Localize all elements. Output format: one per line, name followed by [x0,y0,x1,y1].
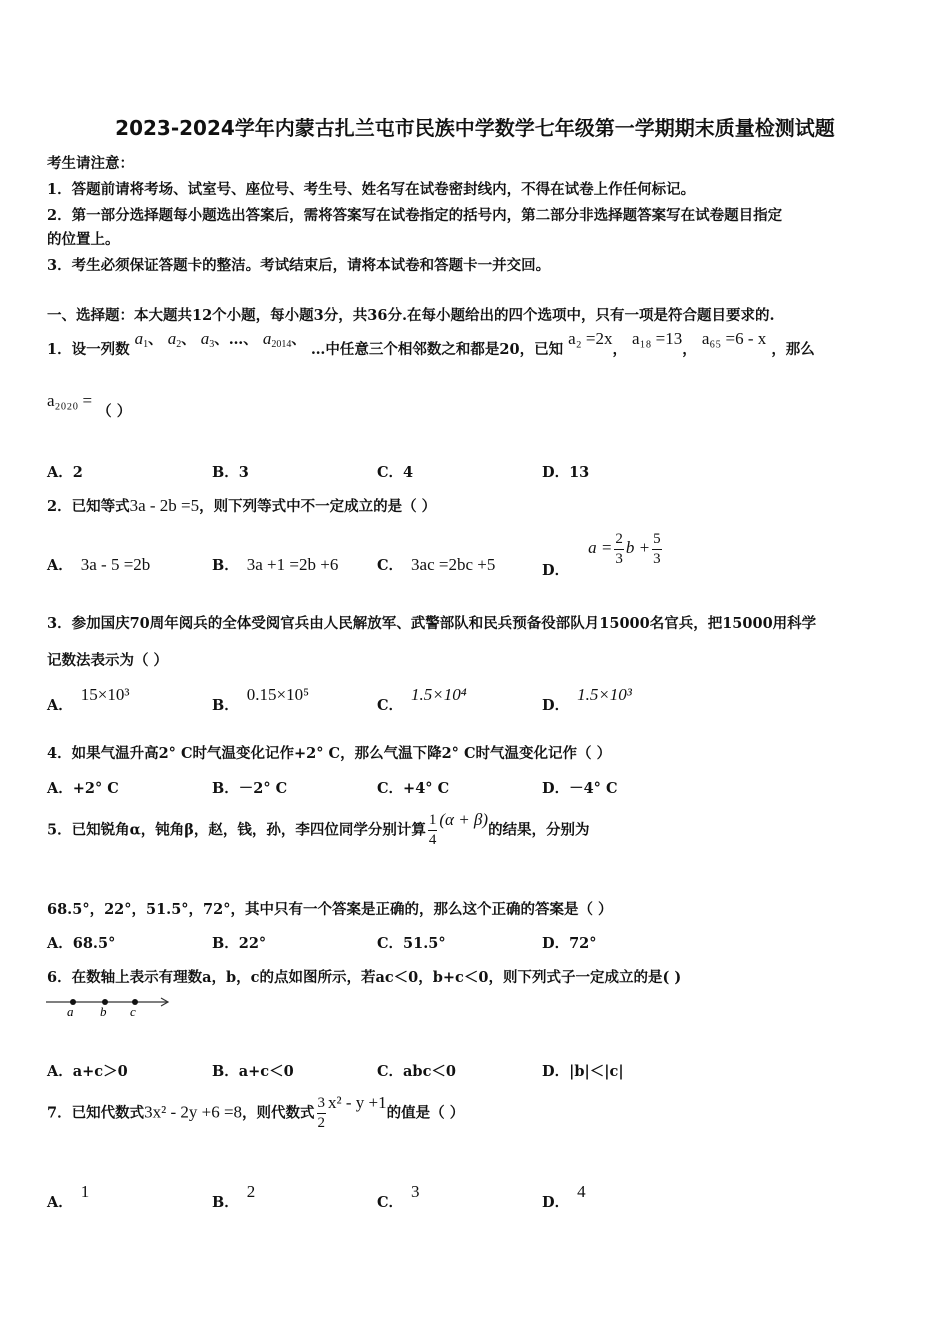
number-line-figure [44,994,174,1020]
q5-suffix: 的结果，分别为 [488,821,590,839]
question-2-stem [47,495,436,516]
q1-option-b[interactable]: B．3 [212,464,249,481]
notice-header: 考生请注意： [47,155,134,172]
q1-condition-2: a₁₈ =13 [632,329,683,348]
q1-sequence: $a_1$、 $a_2$、 $a_3$、…、 $a_{2014}$、 [134,329,311,350]
q1-prefix: 1．设一列数 [47,341,130,358]
question-1-line-2 [47,391,132,421]
q4-option-c[interactable]: C．+4° C [377,780,450,797]
q5-option-b[interactable]: B．22° [212,935,267,952]
q5-option-a[interactable]: A．68.5° [47,935,116,952]
notice-item-1: 1．答题前请将考场、试室号、座位号、考生号、姓名写在试卷密封线内，不得在试卷上作任何标记。 [47,181,696,198]
q5-option-c[interactable]: C．51.5° [377,935,446,952]
question-6-stem: 6．在数轴上表示有理数a，b，c的点如图所示，若ac＜0，b+c＜0，则下列式子一定成立的是( ) [47,969,682,986]
q1-middle: …中任意三个相邻数之和都是20，已知 [310,341,564,358]
q3-option-d[interactable]: D．1.5×10³ [542,685,632,714]
q3-option-b[interactable]: B．0.15×10⁵ [212,685,310,714]
notice-item-2-cont: 的位置上。 [47,231,120,248]
q7-option-d[interactable]: D．4 [542,1182,586,1211]
q5-option-d[interactable]: D．72° [542,935,597,952]
question-1-stem: 1．设一列数 $a_1$、 $a_2$、 $a_3$、…、 $a_{2014}$、 …中任意三个相邻数之和都是20，已知 a₂ =2x， a₁₈ =13， a₆₅ =6 - x ，那么 [47,329,815,358]
point-a-label: a [67,1004,74,1019]
q6-option-d[interactable]: D．|b|＜|c| [542,1063,624,1080]
q7-prefix: 7．已知代数式 [47,1104,145,1122]
point-b-label: b [100,1004,107,1019]
q2-option-c[interactable]: C． 3ac =2bc +5 [377,555,496,574]
q4-option-a[interactable]: A．+2° C [47,780,119,797]
q2-prefix: 2．已知等式 [47,498,130,515]
q7-suffix: 的值是（ ） [386,1104,465,1122]
q5-fraction: $\frac{1}{4}$ [428,812,437,848]
q6-option-c[interactable]: C．abc＜0 [377,1063,456,1080]
q7-fraction: $\frac{3}{2}$ [317,1095,326,1131]
point-c-label: c [130,1004,136,1019]
q1-condition-1: a₂ =2x [568,329,613,348]
q5-prefix: 5．已知锐角α，钝角β，赵，钱，孙，李四位同学分别计算 [47,821,426,839]
q3-option-a[interactable]: A．15×10³ [47,685,130,714]
q7-option-b[interactable]: B．2 [212,1182,256,1211]
q1-condition-3: a₆₅ =6 - x [701,329,767,348]
question-7-stem [47,1092,465,1131]
q7-middle: ，则代数式 [242,1104,315,1122]
q7-expression: x² - y +1 [328,1092,387,1112]
q1-suffix: ，那么 [771,341,815,358]
section-heading: 一、选择题：本大题共12个小题，每小题3分，共36分.在每小题给出的四个选项中，只有一项是符合题目要求的. [47,307,775,324]
question-3-stem-cont: 记数法表示为（ ） [47,652,169,669]
q2-option-d[interactable]: D． a = $\frac{2}{3}$ b + $\frac{5}{3}$ [542,532,664,567]
q1-target: a₂₀₂₀ = [47,391,93,410]
question-5-stem [47,809,590,848]
q4-option-d[interactable]: D．－4° C [542,780,618,797]
q7-option-a[interactable]: A．1 [47,1182,90,1211]
question-4-stem: 4．如果气温升高2° C时气温变化记作+2° C，那么气温下降2° C时气温变化记作（ ） [47,745,612,762]
q2-option-d-expression: a = $\frac{2}{3}$ b + $\frac{5}{3}$ [588,531,661,567]
q1-option-a[interactable]: A．2 [47,464,83,481]
q6-option-b[interactable]: B．a+c＜0 [212,1063,294,1080]
question-3-stem: 3．参加国庆70周年阅兵的全体受阅官兵由人民解放军、武警部队和民兵预备役部队月15000名官兵，把15000用科学 [47,615,817,632]
q2-option-b[interactable]: B． 3a +1 =2b +6 [212,555,339,574]
notice-item-2: 2．第一部分选择题每小题选出答案后，需将答案写在试卷指定的括号内，第二部分非选择题答案写在试卷题目指定 [47,207,783,224]
q2-suffix: ，则下列等式中不一定成立的是（ ） [199,498,437,515]
q1-option-d[interactable]: D．13 [542,464,590,481]
q2-expression: 3a - 2b =5 [129,496,200,515]
question-5-stem-cont: 68.5°，22°，51.5°，72°，其中只有一个答案是正确的，那么这个正确的答案是（ ） [47,901,613,918]
notice-item-3: 3．考生必须保证答题卡的整洁。考试结束后，请将本试卷和答题卡一并交回。 [47,257,551,274]
q1-option-c[interactable]: C．4 [377,464,414,481]
page-title: 2023-2024学年内蒙古扎兰屯市民族中学数学七年级第一学期期末质量检测试题 [115,116,835,140]
q7-condition: 3x² - 2y +6 =8 [144,1102,243,1122]
q2-option-a[interactable]: A． 3a - 5 =2b [47,555,151,574]
q4-option-b[interactable]: B．－2° C [212,780,288,797]
q5-expression: (α + β) [439,809,489,829]
q3-option-c[interactable]: C．1.5×10⁴ [377,685,467,714]
q6-option-a[interactable]: A．a+c＞0 [47,1063,128,1080]
q7-option-c[interactable]: C．3 [377,1182,420,1211]
q1-paren: （ ） [97,403,132,420]
